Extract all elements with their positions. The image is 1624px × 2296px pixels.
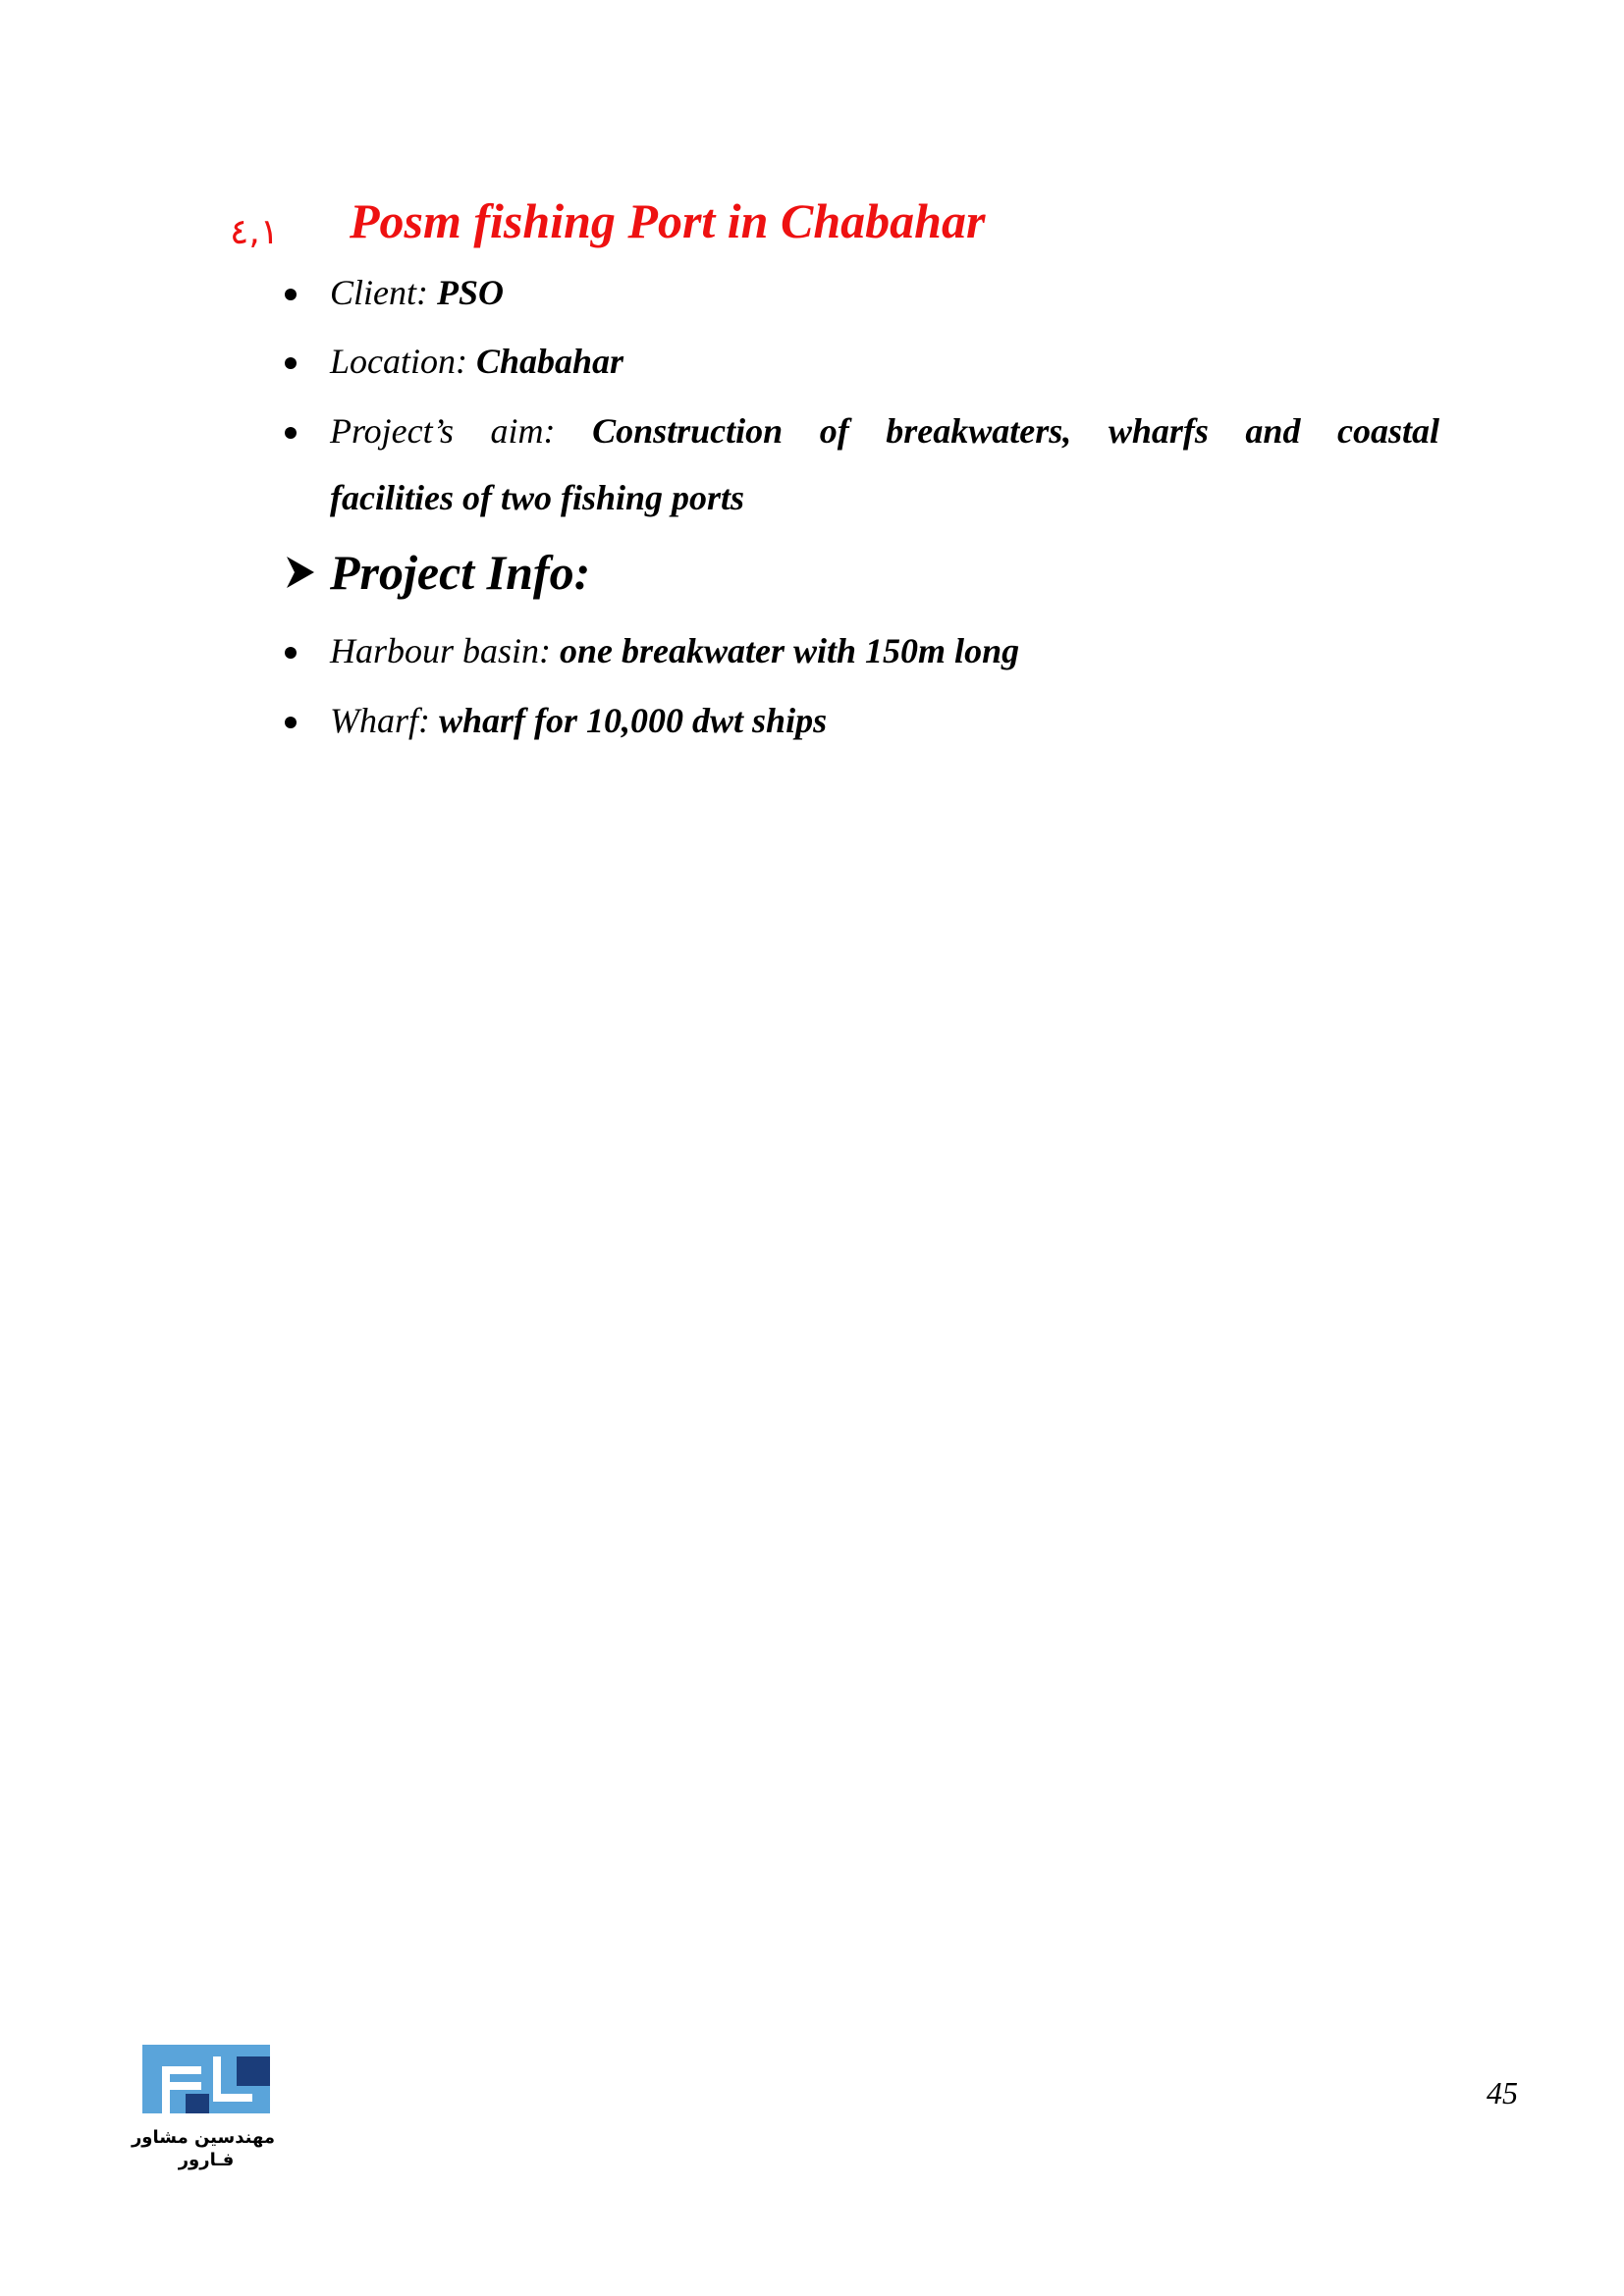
client-label: Client: [330, 273, 437, 312]
wharf-text [330, 701, 827, 740]
client-value: PSO [436, 273, 504, 312]
client-text [330, 273, 504, 312]
harbour-text [330, 631, 1019, 670]
bullet-icon [285, 717, 297, 728]
section-number: ٤,١ [230, 212, 280, 252]
project-info-title: Project Info: [330, 545, 591, 600]
location-value: Chabahar [476, 342, 624, 381]
location-text [330, 342, 623, 381]
location-label: Location: [330, 342, 476, 381]
aim-value-line2: facilities of two fishing ports [330, 478, 745, 517]
aim-text-line1 [330, 411, 1439, 451]
logo-text-line1: مهندسین مشاور [131, 2127, 275, 2148]
bullet-icon [285, 427, 297, 439]
bullet-icon [285, 647, 297, 659]
section-title: Posm fishing Port in Chabahar [350, 193, 986, 248]
aim-label: Project’s aim: [330, 411, 593, 451]
bullet-icon [285, 289, 297, 300]
wharf-value: wharf for 10,000 dwt ships [439, 701, 828, 740]
harbour-value: one breakwater with 150m long [560, 631, 1020, 670]
company-logo-icon [142, 2045, 270, 2113]
arrow-bullet-icon [285, 553, 318, 592]
logo-text-line2: فـارور [178, 2150, 235, 2170]
bullet-icon [285, 357, 297, 369]
project-info-heading [285, 543, 590, 602]
page-number: 45 [1487, 2075, 1518, 2110]
harbour-label: Harbour basin: [330, 631, 561, 670]
wharf-label: Wharf: [330, 701, 439, 740]
aim-value-line1: Construction of breakwaters, wharfs and coastal [592, 411, 1439, 451]
